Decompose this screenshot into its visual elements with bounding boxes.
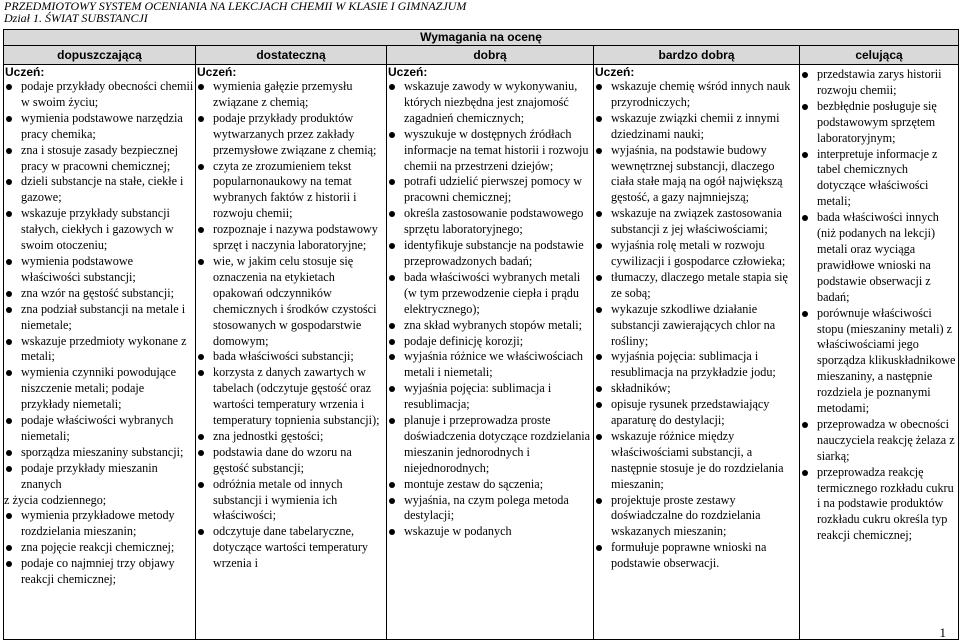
requirement-list <box>196 79 386 572</box>
level-label: dopuszczającą <box>57 48 142 62</box>
grade-band-row <box>4 30 959 46</box>
requirement-item: wskazuje na związek zastosowania substancji z jej właściwościami; <box>594 206 799 238</box>
requirement-item: czyta ze zrozumieniem tekst popularnonaukowy na temat wybranych faktów z historii i rozwoju chemii; <box>196 159 386 223</box>
requirement-item: wyjaśnia pojęcia: sublimacja i resublimacja; <box>387 381 593 413</box>
requirement-item: zna i stosuje zasady bezpiecznej pracy w pracowni chemicznej; <box>4 143 195 175</box>
page-number: 1 <box>939 625 946 640</box>
requirement-item: podaje przykłady produktów wytwarzanych przez zakłady przemysłowe związane z chemią; <box>196 111 386 159</box>
requirement-item: wskazuje związki chemii z innymi dziedzinami nauki; <box>594 111 799 143</box>
requirement-item: wskazuje chemię wśród innych nauk przyrodniczych; <box>594 79 799 111</box>
requirement-item: wyjaśnia pojęcia: sublimacja i resublimacja na przykładzie jodu; <box>594 349 799 381</box>
level-label: bardzo dobrą <box>658 48 735 62</box>
requirements-table <box>3 29 959 640</box>
requirement-item: odczytuje dane tabelaryczne, dotyczące wartości temperatury wrzenia i <box>196 524 386 572</box>
requirement-item: bezbłędnie posługuje się podstawowym sprzętem laboratoryjnym; <box>800 99 958 147</box>
requirement-item: wymienia przykładowe metody rozdzielania mieszanin; <box>4 508 195 540</box>
requirements-row <box>4 65 959 640</box>
requirement-item: planuje i przeprowadza proste doświadczenia dotyczące rozdzielania mieszanin jednorodnych i niejednorodnych; <box>387 413 593 477</box>
requirement-item: projektuje proste zestawy doświadczalne do rozdzielania wskazanych mieszanin; <box>594 493 799 541</box>
requirement-item: wskazuje przedmioty wykonane z metali; <box>4 334 195 366</box>
requirement-item: wyjaśnia, na podstawie budowy wewnętrznej substancji, dlaczego ciała stałe mają na ogół największą gęstość, a gazy najmniejszą; <box>594 143 799 207</box>
requirement-item: podaje przykłady mieszanin znanych <box>4 461 195 493</box>
level-label: celującą <box>855 48 903 62</box>
level-label: dostateczną <box>256 48 326 62</box>
cell-title: Uczeń: <box>5 65 45 79</box>
grade-band-title: Wymagania na ocenę <box>4 30 959 46</box>
requirement-item: bada właściwości wybranych metali (w tym przewodzenie ciepła i prądu elektrycznego); <box>387 270 593 318</box>
requirement-item: wymienia gałęzie przemysłu związane z chemią; <box>196 79 386 111</box>
requirement-item: wyjaśnia różnice we właściwościach metali i niemetali; <box>387 349 593 381</box>
requirement-item: określa zastosowanie podstawowego sprzętu laboratoryjnego; <box>387 206 593 238</box>
requirement-item: wskazuje przykłady substancji stałych, ciekłych i gazowych w swoim otoczeniu; <box>4 206 195 254</box>
requirement-item: podaje właściwości wybranych niemetali; <box>4 413 195 445</box>
level-header <box>387 46 594 65</box>
requirements-cell <box>594 65 800 640</box>
requirement-item: zna pojęcie reakcji chemicznej; <box>4 540 195 556</box>
requirement-item: montuje zestaw do sączenia; <box>387 477 593 493</box>
requirement-list <box>4 79 195 588</box>
requirement-item: przeprowadza reakcję termicznego rozkładu cukru i na podstawie produktów rozkładu cukru określa typ reakcji chemicznej; <box>800 465 958 545</box>
requirement-item: tłumaczy, dlaczego metale stapia się ze sobą; <box>594 270 799 302</box>
requirement-item: rozpoznaje i nazywa podstawowy sprzęt i naczynia laboratoryjne; <box>196 222 386 254</box>
requirement-item: interpretuje informacje z tabel chemicznych dotyczące właściwości metali; <box>800 147 958 211</box>
requirement-list <box>594 79 799 572</box>
level-header <box>594 46 800 65</box>
requirement-item: formułuje poprawne wnioski na podstawie obserwacji. <box>594 540 799 572</box>
requirement-item: podstawia dane do wzoru na gęstość substancji; <box>196 445 386 477</box>
requirement-item: porównuje właściwości stopu (mieszaniny metali) z właściwościami jego sporządza klikuskładnikowe mieszaniny, a następnie rozdziela je poznanymi metodami; <box>800 306 958 417</box>
document-header-title: PRZEDMIOTOWY SYSTEM OCENIANIA NA LEKCJACH CHEMII W KLASIE I GIMNAZJUM <box>4 0 467 13</box>
requirement-item: wie, w jakim celu stosuje się oznaczenia na etykietach opakowań odczynników chemicznych i środków czystości stosowanych w gospodarstwie domowym; <box>196 254 386 349</box>
requirement-item: zna jednostki gęstości; <box>196 429 386 445</box>
grade-levels-row <box>4 46 959 65</box>
requirements-cell <box>387 65 594 640</box>
level-header <box>4 46 196 65</box>
requirement-item: wyjaśnia rolę metali w rozwoju cywilizacji i gospodarce człowieka; <box>594 238 799 270</box>
requirement-item: wyszukuje w dostępnych źródłach informacje na temat historii i rozwoju chemii na przestrzeni dziejów; <box>387 127 593 175</box>
requirement-item: korzysta z danych zawartych w tabelach (odczytuje gęstość oraz wartości temperatury wrzenia i temperatury topnienia substancji); <box>196 365 386 429</box>
requirements-cell <box>800 65 959 640</box>
requirement-item: wymienia podstawowe właściwości substancji; <box>4 254 195 286</box>
requirement-item: wykazuje szkodliwe działanie substancji zawierających chlor na rośliny; <box>594 302 799 350</box>
requirement-item: podaje co najmniej trzy objawy reakcji chemicznej; <box>4 556 195 588</box>
requirement-item: podaje definicję korozji; <box>387 334 593 350</box>
requirement-item: wskazuje zawody w wykonywaniu, których niezbędna jest znajomość zagadnień chemicznych; <box>387 79 593 127</box>
requirement-item: wymienia czynniki powodujące niszczenie metali; podaje przykłady niemetali; <box>4 365 195 413</box>
requirement-item: wymienia podstawowe narzędzia pracy chemika; <box>4 111 195 143</box>
requirement-item-continuation: z życia codziennego; <box>4 492 107 507</box>
level-header <box>800 46 959 65</box>
cell-title: Uczeń: <box>595 65 635 79</box>
level-label: dobrą <box>473 48 507 62</box>
requirement-item: składników; <box>594 381 799 397</box>
requirement-item: przedstawia zarys historii rozwoju chemii; <box>800 67 958 99</box>
requirement-item: potrafi udzielić pierwszej pomocy w pracowni chemicznej; <box>387 174 593 206</box>
requirement-item: wskazuje w podanych <box>387 524 593 540</box>
requirement-item: zna podział substancji na metale i niemetale; <box>4 302 195 334</box>
level-header <box>196 46 387 65</box>
requirement-item: wyjaśnia, na czym polega metoda destylacji; <box>387 493 593 525</box>
document-section-title: Dział 1. ŚWIAT SUBSTANCJI <box>4 11 148 25</box>
requirement-item: opisuje rysunek przedstawiający aparaturę do destylacji; <box>594 397 799 429</box>
requirement-item: przeprowadza w obecności nauczyciela reakcję żelaza z siarką; <box>800 417 958 465</box>
requirement-item: podaje przykłady obecności chemii w swoim życiu; <box>4 79 195 111</box>
cell-title: Uczeń: <box>197 65 237 79</box>
requirement-list <box>800 67 958 544</box>
requirement-item: bada właściwości innych (niż podanych na lekcji) metali oraz wyciąga prawidłowe wnioski na podstawie obserwacji z badań; <box>800 210 958 305</box>
requirement-item: zna skład wybranych stopów metali; <box>387 318 593 334</box>
requirement-item: bada właściwości substancji; <box>196 349 386 365</box>
requirements-cell <box>4 65 196 640</box>
requirements-cell <box>196 65 387 640</box>
requirement-item: wskazuje różnice między właściwościami substancji, a następnie stosuje je do rozdzielania mieszanin; <box>594 429 799 493</box>
requirement-item: identyfikuje substancje na podstawie przeprowadzonych badań; <box>387 238 593 270</box>
requirement-item: dzieli substancje na stałe, ciekłe i gazowe; <box>4 174 195 206</box>
requirement-item: zna wzór na gęstość substancji; <box>4 286 195 302</box>
requirement-item: sporządza mieszaniny substancji; <box>4 445 195 461</box>
requirement-list <box>387 79 593 540</box>
requirement-item: odróżnia metale od innych substancji i wymienia ich właściwości; <box>196 477 386 525</box>
cell-title: Uczeń: <box>388 65 428 79</box>
